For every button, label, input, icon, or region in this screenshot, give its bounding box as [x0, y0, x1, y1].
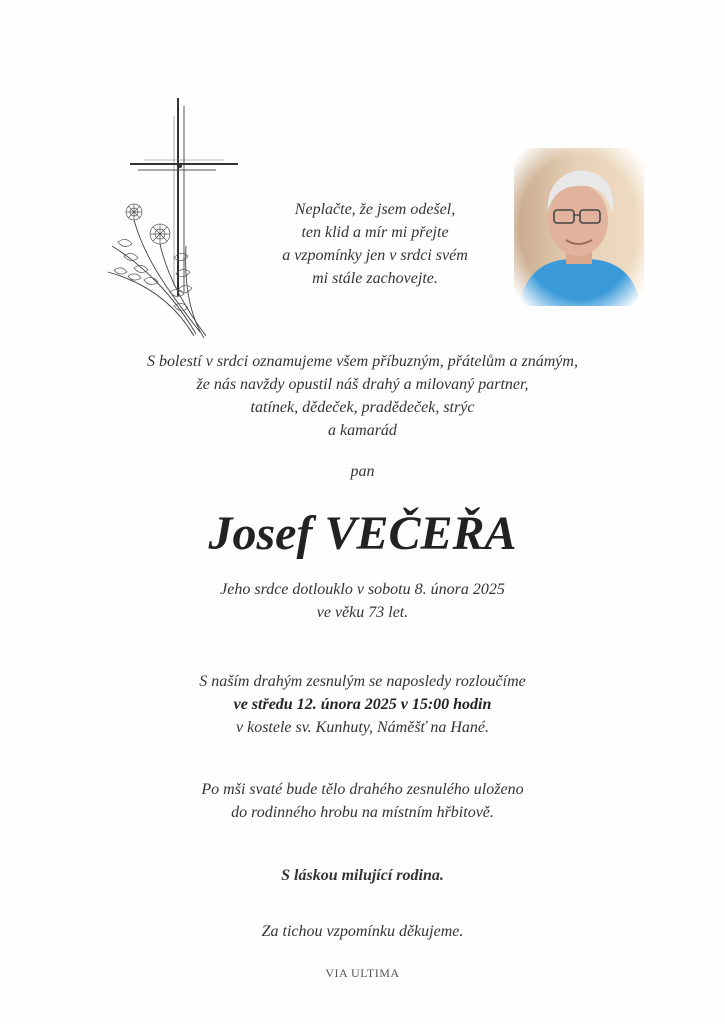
- death-line: ve věku 73 let.: [316, 604, 409, 621]
- funeral-line: S naším drahým zesnulým se naposledy rozloučíme: [199, 673, 526, 690]
- verse-line: Neplačte, že jsem odešel,: [294, 201, 456, 218]
- announcement-line: tatínek, dědeček, pradědeček, strýc: [250, 399, 475, 416]
- verse-line: ten klid a mír mi přejte: [301, 224, 449, 241]
- death-line: Jeho srdce dotlouklo v sobotu 8. února 2025: [220, 581, 505, 598]
- funeral-agency: VIA ULTIMA: [325, 966, 400, 980]
- burial-line: do rodinného hrobu na místním hřbitově.: [231, 804, 494, 821]
- verse-line: a vzpomínky jen v srdci svém: [282, 247, 468, 264]
- announcement-line: a kamarád: [328, 422, 397, 439]
- announcement-line: že nás navždy opustil náš drahý a milovaný partner,: [196, 376, 529, 393]
- funeral-info: [0, 670, 725, 739]
- funeral-datetime: ve středu 12. února 2025 v 15:00 hodin: [233, 696, 492, 713]
- thanks-note: [0, 920, 725, 943]
- honorific: [0, 460, 725, 483]
- cross-with-flowers-icon: [104, 96, 244, 344]
- announcement-line: S bolestí v srdci oznamujeme všem příbuzným, přátelům a známým,: [147, 353, 578, 370]
- thanks-text: Za tichou vzpomínku děkujeme.: [261, 923, 464, 940]
- family-text: S láskou milující rodina.: [281, 867, 444, 884]
- deceased-portrait: [514, 148, 644, 306]
- honorific-text: pan: [350, 463, 375, 480]
- deceased-name: Josef VEČEŘA: [208, 507, 517, 560]
- burial-line: Po mši svaté bude tělo drahého zesnulého uloženo: [201, 781, 524, 798]
- burial-info: [0, 778, 725, 824]
- family-signature: [0, 864, 725, 887]
- funeral-location: v kostele sv. Kunhuty, Náměšť na Hané.: [235, 719, 490, 736]
- verse-line: mi stále zachovejte.: [312, 270, 438, 287]
- memorial-verse: [240, 198, 510, 290]
- announcement-text: [0, 350, 725, 442]
- death-info: [0, 578, 725, 624]
